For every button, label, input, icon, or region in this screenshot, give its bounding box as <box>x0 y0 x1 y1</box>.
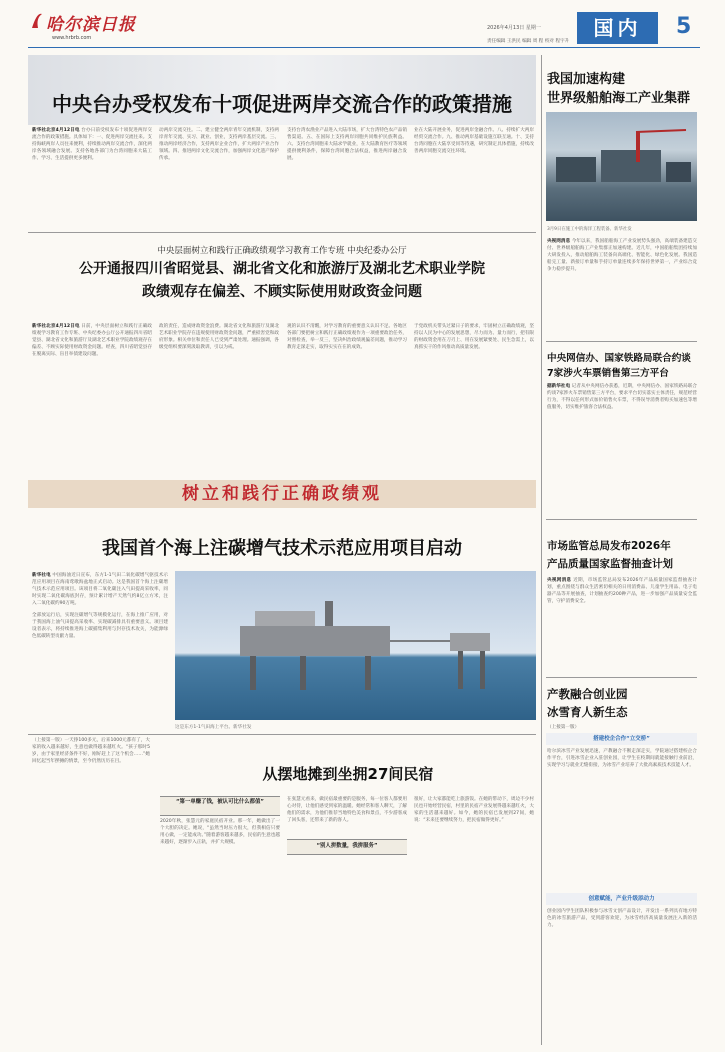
right-a3-dateline: 央视网消息 <box>547 578 572 583</box>
fourth-col-3-text: 在张慧元看来，做民宿最重要的是服务，每一位客人都要用心对待，让他们感受到家的温暖。她经常和客人聊天，了解他们的需求，为他们推荐当地特色美食和景点，不少游客成了回头客，还带来了新的客人。 <box>287 797 407 823</box>
second-col-2 <box>159 323 279 475</box>
right-rule-2 <box>546 519 697 520</box>
right-a4-body-1 <box>547 748 697 890</box>
lead-col-3 <box>287 127 407 227</box>
third-photo-caption: 这是东方1-1气田海上平台。新华社发 <box>175 725 252 730</box>
right-a2-dateline: 据新华社电 <box>547 384 571 389</box>
lead-headline: 中央台办受权发布十项促进两岸交流合作的政策措施 <box>52 92 512 116</box>
right-a3-headline-l1: 市场监管总局发布2026年 <box>547 540 671 552</box>
masthead-rule <box>28 47 700 48</box>
fourth-col-2-text: 2020年秋，张慧元的家庭民宿开业。那一年，她做出了一个大胆的决定。她说，“虽然当时压力很大，但我相信只要用心做，一定能成功。”随着游客越来越多，民宿的生意也越来越好，逐渐步入正轨，并扩大规模。 <box>160 819 280 845</box>
issue-date: 2026年4月13日 星期一 <box>487 25 541 31</box>
right-a4-body-2-text: 创业园内学生团队积极参与冰雪文创产品设计，开发出一系列具有地方特色的冰雪旅游产品，受到游客欢迎，为冰雪经济高质量发展注入新的活力。 <box>547 909 697 928</box>
right-a1-headline-l2: 世界级船舶海工产业集群 <box>547 91 691 106</box>
masthead <box>0 0 725 50</box>
right-a1-headline-l1: 我国加速构建 <box>547 72 626 87</box>
slogan-banner <box>28 480 536 508</box>
fourth-col-4-text: 很好，让大家都能吃上旅游饭。在她的带动下，周边不少村民也开始经营民宿，村里的民宿产业发展得越来越红火，大家的生活越来越好。如今，她的民宿已发展到27间，她说：“未来还要继续努力，把民宿做得更好。” <box>414 797 534 823</box>
right-a4-body-1-text: 哈尔滨冰雪产业发展迅速，产教融合不断走深走实，学院通过搭建校企合作平台，引进冰雪企业入驻创业园，让学生在校期间就能接触行业前沿，实现学习与就业无缝衔接，为冰雪产业培养了大批高素质技术技能人才。 <box>547 749 697 768</box>
right-a4-prefix: （上接第一版） <box>547 725 580 730</box>
newspaper-logo-icon <box>30 10 44 30</box>
section-box <box>577 12 658 44</box>
right-rule-3 <box>546 677 697 678</box>
fourth-col-1-text: 一天挣100多元，后来1000元都有了，大家的收入越来越好，生意也做得越来越红火。“孩子那时5岁，由于家里经济条件不好，刚好赶上了这个机会……”她回忆起当年摆摊的情景，至今仍然历历在目。 <box>32 738 150 764</box>
shipyard-photo <box>546 112 697 221</box>
second-col-3-text: 观的认识不清醒，对学习教育的重要意义认识不足。各地区各部门要把树立和践行正确政绩观作为一项重要政治任务，对照检查，举一反三，坚决纠治政绩观偏差问题，推动学习教育走深走实，取得实实在在的成效。 <box>287 324 407 350</box>
lead-col-3-text: 支持台湾农渔业产品进入大陆市场，扩大台湾特色农产品销售渠道。五、在国际上支持两岸同胞共同维护民族利益。六、支持台湾同胞来大陆求学就业，在大陆教育医疗等领域提供便利条件，保障台湾同胞合法权益，推进两岸融合发展。 <box>287 128 407 161</box>
second-col-1 <box>32 323 152 475</box>
fourth-col-2 <box>160 818 280 1036</box>
right-rule-1 <box>546 341 697 342</box>
lead-col-1 <box>32 127 152 227</box>
lead-col-1-text: 台办日前受权发布十项促进两岸交流合作的政策措施。具体如下：一、促进两岸交流往来。支持海峡两岸人员往来便利，持续推动两岸交流合作，深化两岸各领域融合发展。支持各地各部门为台湾同胞来大陆工作、学习、生活提供更多便利。 <box>32 128 152 161</box>
second-col-4 <box>414 323 534 423</box>
fourth-col-4 <box>414 796 534 1036</box>
newspaper-logo: 哈尔滨日报 <box>46 15 136 35</box>
right-a4-sub-2-box <box>546 893 697 905</box>
second-col-4-text: 于党政机关带头过紧日子的要求，牢固树立正确政绩观，坚持以人民为中心的发展思想，尽力而为、量力而行，把有限的财政资金用在刀刃上、用在发展紧要处、民生急需上，以真抓实干的作风推动高质量发展。 <box>414 324 534 350</box>
third-col-1-text: 中国海油近日宣布，东方1-1气田二氧化碳增气驱技术示范应用项目在海南莺歌海盆地正式启动。这是我国首个海上注碳增气技术示范应用项目。该项目将二氧化碳注入气田提高采收率，同时实现二氧化碳海底封存，预计累计增产天然气约8亿立方米，注入二氧化碳约90万吨。 <box>32 573 168 606</box>
third-bottom-rule <box>28 734 536 735</box>
lead-col-4-text: 业在大陆开展业务，促进两岸金融合作。八、持续扩大两岸经贸交流合作。九、推动两岸基础设施互联互通。十、支持台湾同胞在大陆享受同等待遇，研究制定具体措施，持续改善两岸同胞交流交往环境。 <box>414 128 534 154</box>
lead-col-2-text: 动两岸交流交往。二、建立健全两岸青年交流机制，支持两岸青年交流、实习、就业、创业，支持两岸基层交流。三、推动两岸经济合作，支持两岸企业合作，扩大两岸产业合作领域。四、推进两岸文化交流合作，加强两岸文化遗产保护传承。 <box>159 128 279 161</box>
shipyard-illustration <box>546 112 697 221</box>
third-col-2 <box>32 612 168 708</box>
right-a3-body-text: 近期，市场监管总局发布2026年产品质量国家监督抽查计划，重点围绕与群众生活密切相关的日用消费品、儿童学生用品、电子电器产品等开展抽查，计划抽查约200种产品，进一步加强产品质量安全监管，守护消费安全。 <box>547 578 697 604</box>
right-a2-headline-l1: 中央网信办、国家铁路局联合约谈 <box>547 353 691 364</box>
fourth-col-3-top <box>287 796 407 836</box>
fourth-quote-2-box <box>287 839 407 855</box>
offshore-platform-illustration <box>175 571 536 720</box>
right-a4-sub-1-box <box>546 733 697 745</box>
lead-col-4 <box>414 127 534 227</box>
fourth-col-1 <box>32 737 150 1037</box>
right-a1-dateline: 央视网消息 <box>547 239 571 244</box>
right-a4-headline-l2: 冰雪育人新生态 <box>547 705 628 719</box>
slogan-banner-text: 树立和践行正确政绩观 <box>182 484 382 504</box>
second-kicker: 中央层面树立和践行正确政绩观学习教育工作专班 中央纪委办公厅 <box>157 246 407 256</box>
second-dateline: 新华社北京4月12日电 <box>32 324 80 329</box>
fourth-quote-1-box <box>160 796 280 816</box>
section-name: 国内 <box>593 16 642 40</box>
fourth-headline: 从摆地摊到坐拥27间民宿 <box>262 765 434 783</box>
second-col-3 <box>287 323 407 475</box>
second-col-1-text: 日前，中央层面树立和践行正确政绩观学习教育工作专班、中央纪委办公厅公开通报四川省昭觉县、湖北省文化和旅游厅及湖北艺术职业学院政绩观存在偏差、不顾实际使用财政资金问题。经查，四川省昭觉县存在脱离实际、盲目举债建设问题。 <box>32 324 152 357</box>
third-headline: 我国首个海上注碳增气技术示范应用项目启动 <box>102 538 462 559</box>
fourth-quote-2: “别人拼数量，我拼服务” <box>316 843 378 849</box>
right-a2-body-text: 记者从中央网信办获悉，近期，中央网信办、国家铁路局联合约谈7家涉火车票销售第三方平台，要求平台切实落实主体责任，规范经营行为，不得以任何形式加价销售火车票，不得误导消费者购买加速包等增值服务，切实维护旅客合法权益。 <box>547 384 697 410</box>
second-col-2-text: 政的责任，造成财政资金浪费。湖北省文化和旅游厅及湖北艺术职业学院存在违规使用财政资金问题，严重损害党和政府形象。相关单位和责任人已受到严肃处理。通报强调，各级党组织要深刻汲取教训，引以为戒。 <box>159 324 279 350</box>
third-dateline: 新华社电 <box>32 573 51 578</box>
right-column-divider <box>541 55 542 1045</box>
fourth-quote-1: “第一单赚了钱，被认可比什么都值” <box>176 799 264 805</box>
right-a2-headline-l2: 7家涉火车票销售第三方平台 <box>547 368 669 379</box>
fourth-prefix: （上接第一版） <box>32 738 65 743</box>
right-a3-headline-l2: 产品质量国家监督抽查计划 <box>547 558 673 570</box>
second-headline-line-1: 公开通报四川省昭觉县、湖北省文化和旅游厅及湖北艺术职业学院 <box>79 261 485 277</box>
right-a2-body <box>547 383 697 513</box>
second-headline-line-2: 政绩观存在偏差、不顾实际使用财政资金问题 <box>142 284 422 300</box>
third-col-2-text: 全部放运行后，实现注碳增气等规模化运行，在海上推广应用，对于我国海上油气田提高采收率、实现碳减排具有重要意义。项目建设者表示，将持续推进海上碳捕集利用与封存技术攻关，为能源绿色低碳转型贡献力量。 <box>32 613 168 639</box>
right-a4-sub-2: 创意赋能，产业升级添动力 <box>588 896 655 902</box>
right-a3-body <box>547 577 697 667</box>
right-a4-headline-l1: 产教融合创业园 <box>547 687 628 701</box>
right-a1-body-text: 今年以来，我国船舶海工产业发展势头强劲，高端装备建造交付、世界级船舶海工产业集群正加速构建。近几年，中国船舶集团持续加大研发投入，推动船舶海工装备向高端化、智能化、绿色化发展。我国造船完工量、新接订单量和手持订单量连续多年保持世界第一，产业综合竞争力稳步提升。 <box>547 239 697 272</box>
right-a4-sub-1: 搭建校企合作“立交桥” <box>593 736 650 742</box>
editors-line: 责任编辑 王洪民 编辑 周 程 校对 程宇升 <box>487 39 570 44</box>
right-a4-body-2 <box>547 908 697 1038</box>
lead-bottom-rule <box>28 232 536 233</box>
page-number: 5 <box>676 14 692 39</box>
right-a1-caption: 3月9日在施工中的海洋工程装备。新华社发 <box>547 227 632 232</box>
offshore-platform-photo <box>175 571 536 720</box>
right-a1-body <box>547 238 697 336</box>
lead-dateline: 新华社北京4月12日电 <box>32 128 80 133</box>
newspaper-url: www.hrbrb.com <box>52 35 92 41</box>
lead-col-2 <box>159 127 279 227</box>
